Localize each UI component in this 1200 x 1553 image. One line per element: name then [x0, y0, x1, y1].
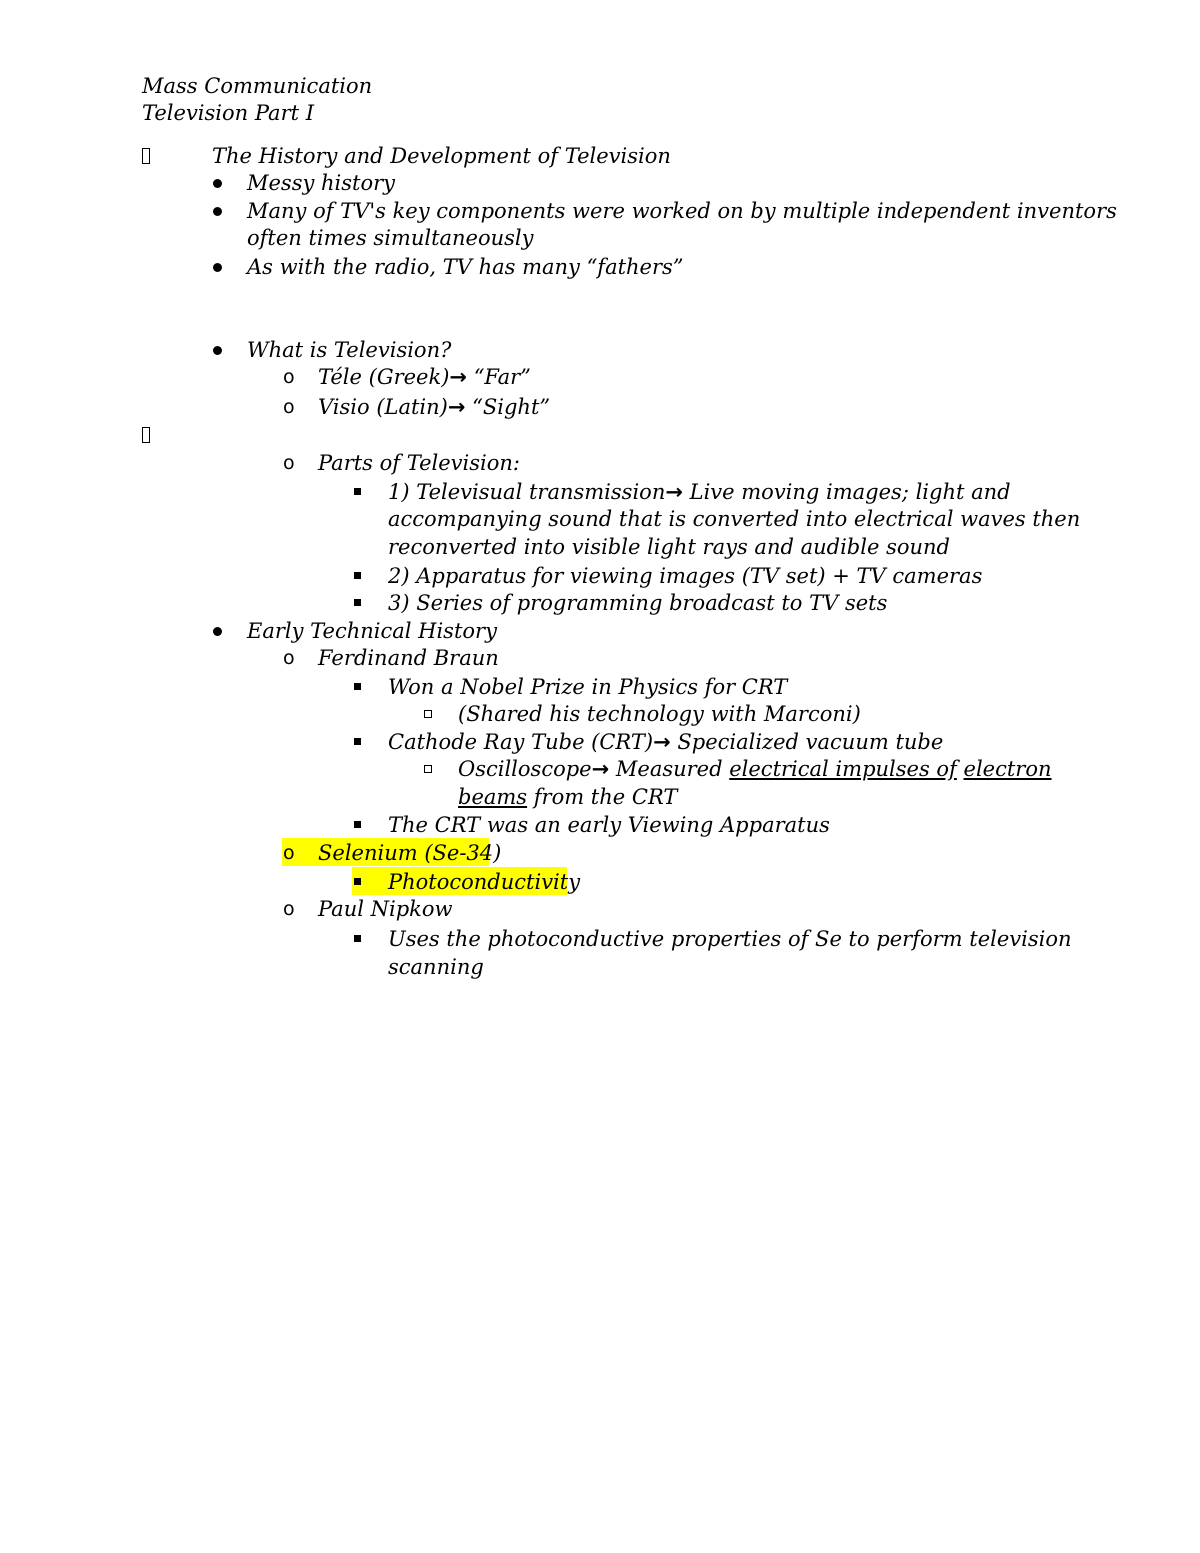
- list-item: 1) Televisual transmission→ Live moving images; light and: [388, 480, 1011, 504]
- list-item-continued: beams from the CRT: [458, 785, 678, 809]
- unit-title: Television Part I: [142, 101, 315, 125]
- list-item: Oscilloscope→ Measured electrical impulses of electron: [458, 757, 1052, 781]
- bullet-disc-icon: [213, 627, 222, 636]
- bullet-disc-icon: [213, 263, 222, 272]
- list-item: Téle (Greek)→ “Far”: [318, 365, 531, 389]
- bullet-disc-icon: [213, 179, 222, 188]
- section-title: The History and Development of Television: [212, 144, 671, 168]
- list-item: Paul Nipkow: [318, 897, 453, 921]
- arrow-right-icon: →: [449, 365, 468, 389]
- bullet-ring-icon: o: [283, 452, 295, 474]
- bullet-ring-icon: o: [283, 898, 295, 920]
- list-item: Photoconductivity: [388, 870, 581, 894]
- list-item: 2) Apparatus for viewing images (TV set) + TV cameras: [388, 564, 983, 588]
- bullet-square-icon: [354, 488, 361, 495]
- bullet-ring-icon: o: [283, 396, 295, 418]
- list-item: 3) Series of programming broadcast to TV sets: [388, 591, 888, 615]
- bullet-square-icon: [354, 738, 361, 745]
- list-item: Many of TV's key components were worked on by multiple independent inventors: [247, 199, 1117, 223]
- list-item: (Shared his technology with Marconi): [458, 702, 861, 726]
- bullet-disc-icon: [213, 207, 222, 216]
- list-item-continued: often times simultaneously: [247, 226, 534, 250]
- bullet-disc-icon: [213, 346, 222, 355]
- bullet-square-icon: [354, 821, 361, 828]
- list-item: As with the radio, TV has many “fathers”: [247, 255, 684, 279]
- list-item: Selenium (Se-34): [318, 841, 502, 865]
- list-item-continued: reconverted into visible light rays and audible sound: [388, 535, 950, 559]
- missing-glyph-icon: [142, 427, 150, 443]
- list-item: Cathode Ray Tube (CRT)→ Specialized vacuum tube: [388, 730, 944, 754]
- bullet-square-icon: [354, 683, 361, 690]
- list-item: Won a Nobel Prize in Physics for CRT: [388, 675, 788, 699]
- bullet-ring-icon: o: [283, 647, 295, 669]
- early-history-label: Early Technical History: [247, 619, 497, 643]
- arrow-right-icon: →: [665, 480, 683, 504]
- list-item: Messy history: [247, 171, 396, 195]
- list-item: Ferdinand Braun: [318, 646, 499, 670]
- arrow-right-icon: →: [591, 757, 610, 781]
- list-item: Visio (Latin)→ “Sight”: [318, 395, 551, 419]
- bullet-square-icon: [354, 935, 361, 942]
- bullet-square-icon: [354, 572, 361, 579]
- list-item: Uses the photoconductive properties of Se to perform television: [388, 927, 1072, 951]
- course-title: Mass Communication: [142, 74, 373, 98]
- bullet-ring-icon: o: [283, 842, 295, 864]
- bullet-square-icon: [354, 878, 361, 885]
- arrow-right-icon: →: [447, 395, 466, 419]
- missing-glyph-icon: [142, 148, 150, 164]
- bullet-ring-icon: o: [283, 366, 295, 388]
- what-is-question: What is Television?: [247, 338, 452, 362]
- list-item-continued: accompanying sound that is converted into electrical waves then: [388, 507, 1081, 531]
- list-item-continued: scanning: [388, 955, 484, 979]
- bullet-square-icon: [354, 599, 361, 606]
- bullet-hollow-square-icon: [424, 710, 432, 718]
- list-item: The CRT was an early Viewing Apparatus: [388, 813, 830, 837]
- bullet-hollow-square-icon: [424, 765, 432, 773]
- parts-label: Parts of Television:: [318, 451, 520, 475]
- arrow-right-icon: →: [653, 730, 671, 754]
